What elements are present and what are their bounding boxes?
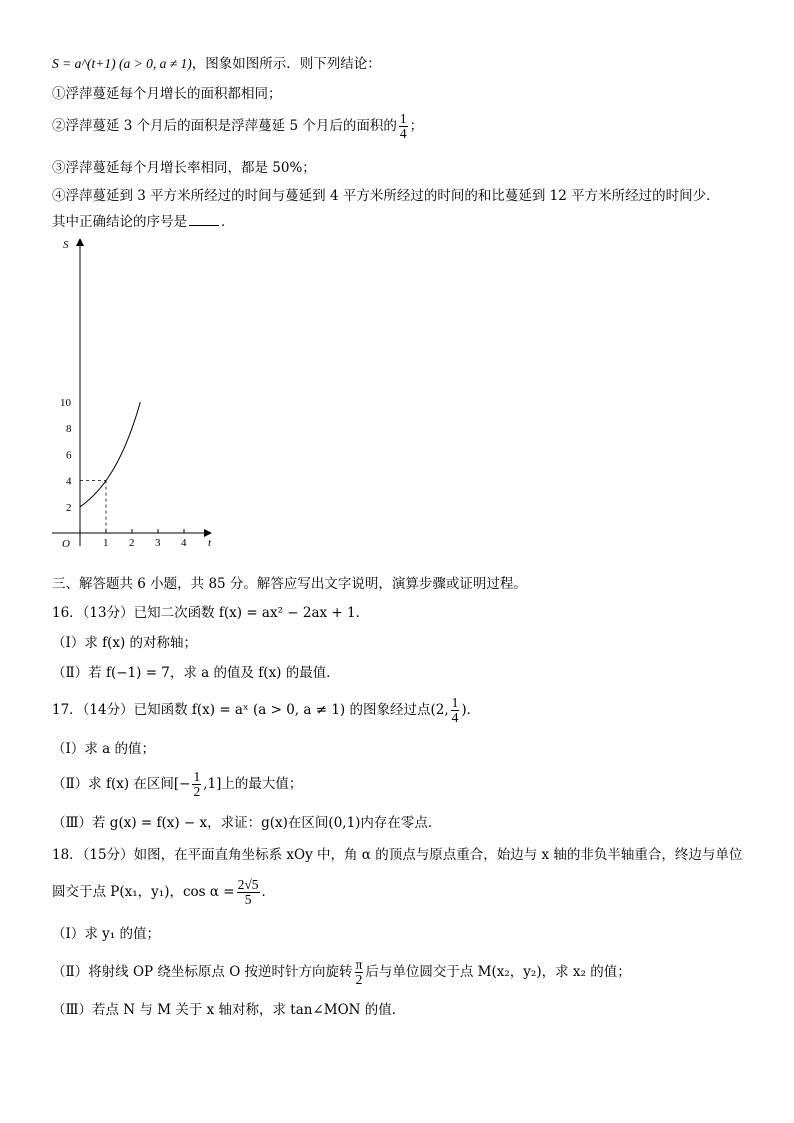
- q16-part1: （Ⅰ）求 f(x) 的对称轴；: [52, 635, 198, 651]
- q17-part2-den: 2: [193, 784, 201, 799]
- q18-cos-den: 5: [244, 892, 252, 907]
- exponential-graph: [52, 232, 222, 557]
- q16-stem: 16．（13分）已知二次函数 f(x) = ax² − 2ax + 1．: [52, 605, 370, 621]
- q18-rotation-fraction: [355, 958, 364, 987]
- p15-statement-2-line: [52, 112, 423, 141]
- y-tick-label: 8: [66, 423, 72, 436]
- q17-stem-line: [52, 696, 480, 725]
- q18-cos-fraction: [237, 878, 260, 907]
- curve-series: [80, 402, 140, 507]
- p15-formula-line: [52, 52, 381, 72]
- x-tick-label: 2: [129, 537, 135, 549]
- x-tick-label: 1: [103, 537, 109, 549]
- q17-stem-tail: )．: [461, 702, 481, 718]
- q18-stem2-tail: ．: [261, 884, 276, 900]
- p15-statement-4: ④浮萍蔓延到 3 平方米所经过的时间与蔓延到 4 平方米所经过的时间的和比蔓延到 12 平方米所经过的时间少．: [52, 188, 720, 204]
- y-axis-arrow: [76, 238, 84, 246]
- x-tick-label: 4: [181, 537, 187, 549]
- y-tick-label: 10: [60, 397, 71, 409]
- p15-question-line: [52, 210, 235, 230]
- p15-fraction: [399, 112, 408, 141]
- p15-fraction-num: 1: [399, 111, 407, 126]
- p15-formula-tail: ，图象如图所示．则下列结论：: [191, 56, 381, 72]
- q18-part3: （Ⅲ）若点 N 与 M 关于 x 轴对称，求 tan∠MON 的值．: [52, 1002, 406, 1018]
- q18-part2: （Ⅱ）将射线 OP 绕坐标原点 O 按逆时针方向旋转: [52, 964, 353, 980]
- q17-stem: 17．（14分）已知函数 f(x) = aˣ (a > 0, a ≠ 1) 的图象经过点(2,: [52, 702, 449, 718]
- q17-part2-line: [52, 770, 302, 799]
- x-tick-label: 3: [155, 537, 161, 549]
- y-tick-label: 4: [66, 475, 72, 488]
- y-tick-label: 2: [66, 501, 72, 514]
- p15-statement-3: ③浮萍蔓延每个月增长率相同，都是 50%；: [52, 160, 316, 176]
- p15-question: 其中正确结论的序号是: [52, 214, 187, 230]
- q18-part2-line: [52, 958, 631, 987]
- q17-part2-fraction: [192, 770, 201, 799]
- q17-fraction: [451, 696, 460, 725]
- q18-stem2: 圆交于点 P(x₁，y₁)，cos α =: [52, 884, 235, 900]
- q17-fraction-num: 1: [451, 695, 459, 710]
- q18-stem2-line: [52, 878, 275, 907]
- p15-statement-1: ①浮萍蔓延每个月增长的面积都相同；: [52, 86, 282, 102]
- answer-blank: [189, 215, 219, 226]
- q17-part2: （Ⅱ）求 f(x) 在区间[−: [52, 776, 191, 792]
- origin-label: O: [62, 538, 70, 550]
- q18-rotation-num: π: [355, 957, 363, 972]
- x-axis-label: t: [208, 537, 212, 549]
- section3-heading: 三、解答题共 6 小题，共 85 分。解答应写出文字说明，演算步骤或证明过程。: [52, 576, 527, 592]
- q17-part3: （Ⅲ）若 g(x) = f(x) − x，求证：g(x)在区间(0,1)内存在零点．: [52, 815, 442, 831]
- p15-fraction-den: 4: [399, 126, 407, 141]
- p15-statement-2-tail: ；: [409, 118, 424, 134]
- q17-part2-num: 1: [193, 769, 201, 784]
- p15-statement-2: ②浮萍蔓延 3 个月后的面积是浮萍蔓延 5 个月后的面积的: [52, 118, 397, 134]
- q18-stem: 18．（15分）如图，在平面直角坐标系 xOy 中，角 α 的顶点与原点重合，始边与 x 轴的非负半轴重合，终边与单位: [52, 847, 743, 863]
- p15-formula: S = a^(t+1) (a > 0, a ≠ 1): [52, 56, 192, 71]
- q18-cos-num: 2√5: [237, 877, 259, 892]
- q16-part2: （Ⅱ）若 f(−1) = 7，求 a 的值及 f(x) 的最值．: [52, 665, 340, 681]
- x-axis-arrow: [204, 529, 212, 537]
- q17-fraction-den: 4: [451, 710, 459, 725]
- y-axis-label: S: [63, 239, 69, 251]
- q18-part1: （Ⅰ）求 y₁ 的值；: [52, 926, 160, 942]
- y-tick-label: 6: [66, 449, 72, 462]
- p15-question-suffix: ．: [221, 214, 235, 230]
- q18-part2-tail: 后与单位圆交于点 M(x₂，y₂)，求 x₂ 的值；: [365, 964, 631, 980]
- q18-rotation-den: 2: [355, 972, 363, 987]
- q17-part1: （Ⅰ）求 a 的值；: [52, 741, 155, 757]
- q17-part2-tail: ,1]上的最大值；: [203, 776, 303, 792]
